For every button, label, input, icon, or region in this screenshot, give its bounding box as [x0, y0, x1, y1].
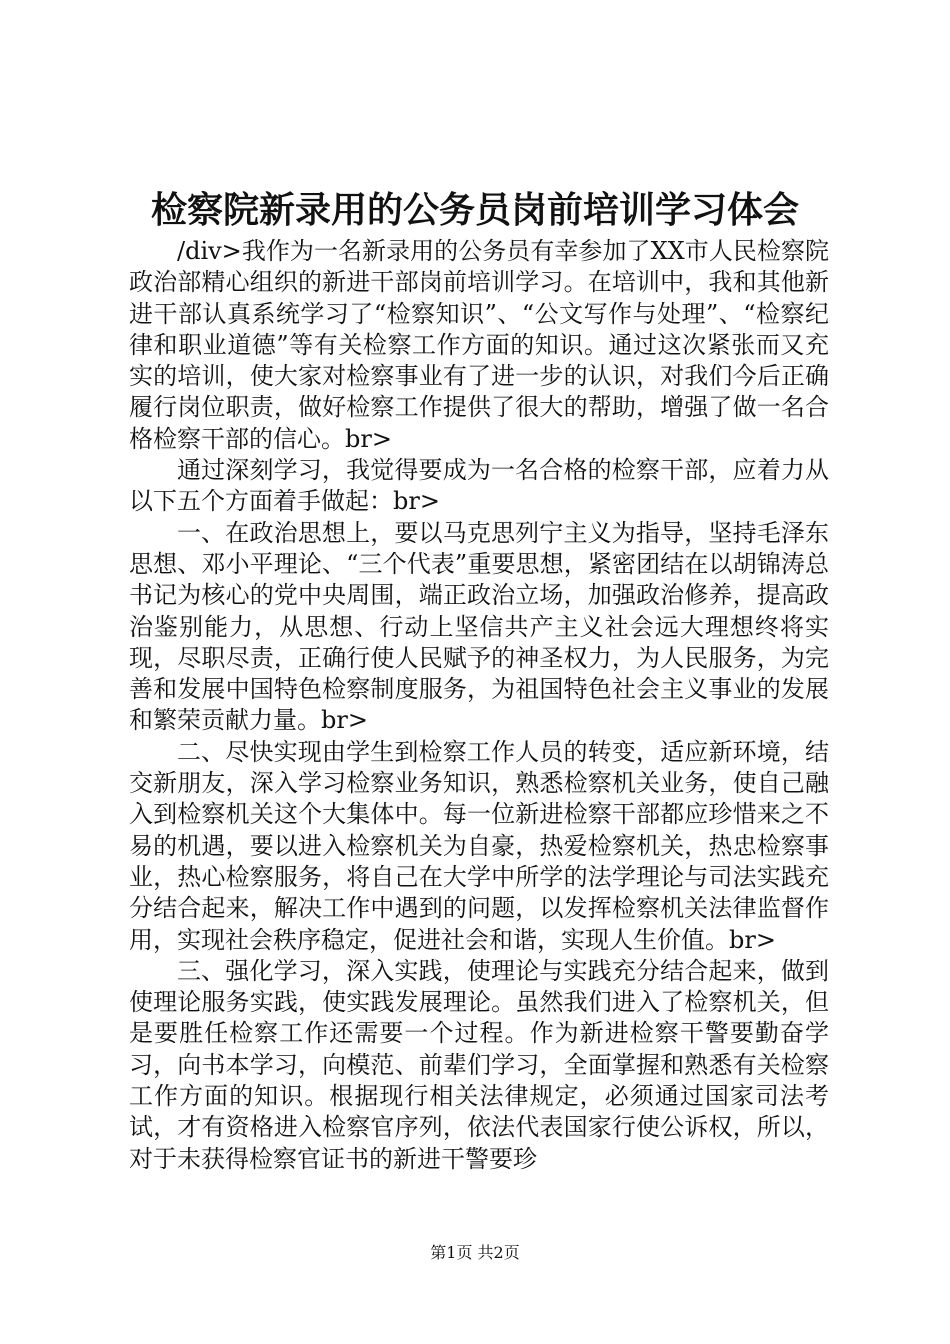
- document-title: 检察院新录用的公务员岗前培训学习体会: [150, 189, 799, 231]
- document-body: [129, 236, 829, 1175]
- paragraph-5: 三、强化学习，深入实践，使理论与实践充分结合起来，做到使理论服务实践，使实践发展理论。虽然我们进入了检察机关，但是要胜任检察工作还需要一个过程。作为新进检察干警要勤奋学习，向书本学习，向模范、前辈们学习，全面掌握和熟悉有关检察工作方面的知识。根据现行相关法律规定，必须通过国家司法考试，才有资格进入检察官序列，依法代表国家行使公诉权，所以，对于未获得检察官证书的新进干警要珍: [129, 956, 829, 1173]
- paragraph-3: 一、在政治思想上，要以马克思列宁主义为指导，坚持毛泽东思想、邓小平理论、“三个代表”重要思想，紧密团结在以胡锦涛总书记为核心的党中央周围，端正政治立场，加强政治修养，提高政治鉴别能力，从思想、行动上坚信共产主义社会远大理想终将实现，尽职尽责，正确行使人民赋予的神圣权力，为人民服务，为完善和发展中国特色检察制度服务，为祖国特色社会主义事业的发展和繁荣贡献力量。br>: [129, 518, 829, 735]
- paragraph-2: 通过深刻学习，我觉得要成为一名合格的检察干部，应着力从以下五个方面着手做起：br>: [129, 456, 829, 516]
- paragraph-1: /div>我作为一名新录用的公务员有幸参加了XX市人民检察院政治部精心组织的新进干部岗前培训学习。在培训中，我和其他新进干部认真系统学习了“检察知识”、“公文写作与处理”、“检察纪律和职业道德”等有关检察工作方面的知识。通过这次紧张而又充实的培训，使大家对检察事业有了进一步的认识，对我们今后正确履行岗位职责，做好检察工作提供了很大的帮助，增强了做一名合格检察干部的信心。br>: [129, 237, 829, 453]
- paragraph-4: 二、尽快实现由学生到检察工作人员的转变，适应新环境，结交新朋友，深入学习检察业务知识，熟悉检察机关业务，使自己融入到检察机关这个大集体中。每一位新进检察干部都应珍惜来之不易的机遇，要以进入检察机关为自豪，热爱检察机关，热忠检察事业，热心检察服务，将自己在大学中所学的法学理论与司法实践充分结合起来，解决工作中遇到的问题，以发挥检察机关法律监督作用，实现社会秩序稳定，促进社会和谐，实现人生价值。br>: [129, 737, 829, 954]
- page-footer: 第1页 共2页: [430, 1243, 520, 1262]
